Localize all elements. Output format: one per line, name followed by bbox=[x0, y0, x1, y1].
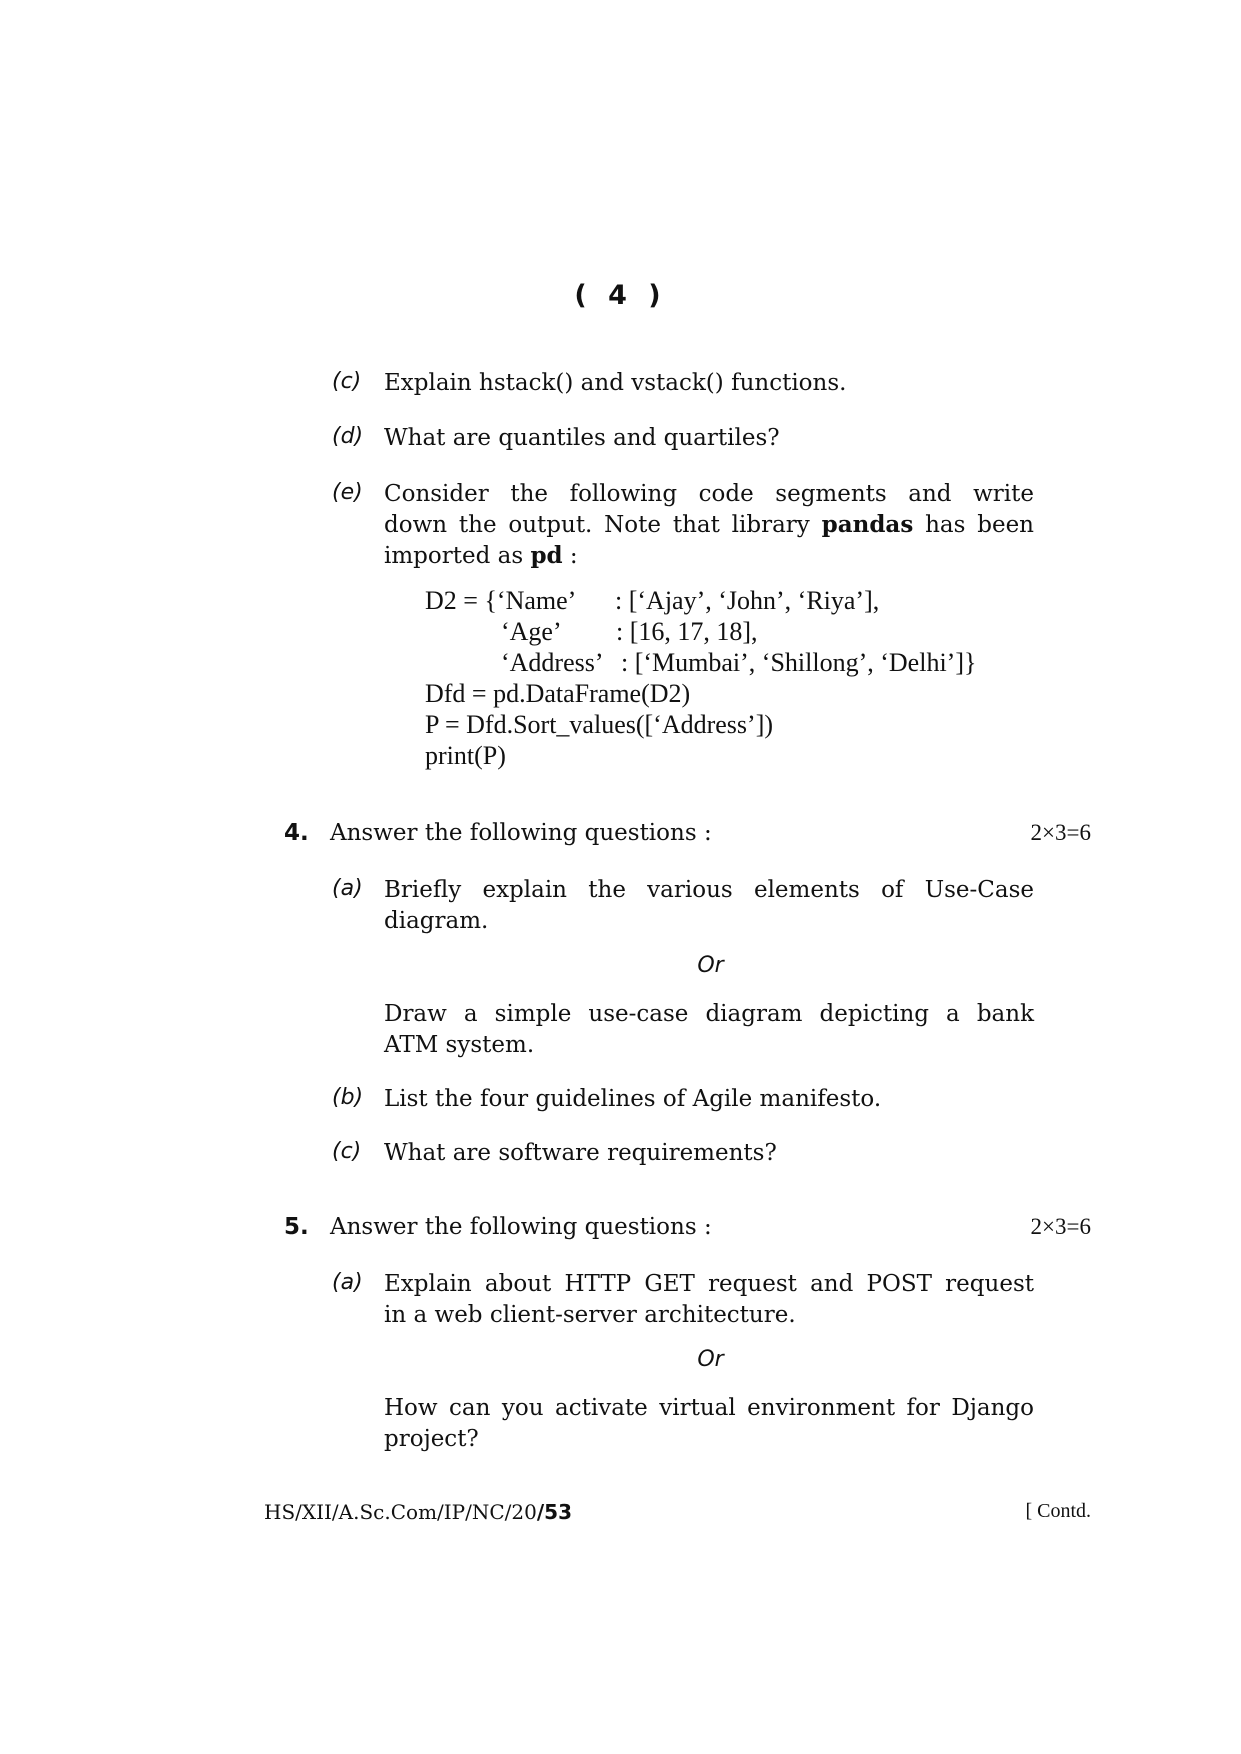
code-line-5: P = Dfd.Sort_values([‘Address’]) bbox=[425, 710, 774, 739]
item-label-3e: (e) bbox=[332, 480, 363, 505]
code-line-3-value: : [‘Mumbai’, ‘Shillong’, ‘Delhi’]} bbox=[621, 648, 977, 677]
question-5-marks: 2×3=6 bbox=[1030, 1214, 1091, 1239]
alias-pd: pd bbox=[530, 542, 563, 569]
question-3e-line2 bbox=[384, 509, 1034, 541]
continued-marker: [ Contd. bbox=[1025, 1500, 1091, 1522]
code-line-6: print(P) bbox=[425, 741, 506, 770]
item-label-3c: (c) bbox=[332, 369, 362, 394]
question-3e-line3 bbox=[384, 540, 1034, 572]
question-5a-alt-line1: How can you activate virtual environment for Django bbox=[384, 1395, 1034, 1421]
question-3e-line2-post: has been bbox=[913, 512, 1034, 538]
library-name-pandas: pandas bbox=[821, 511, 914, 538]
question-4a-line2: diagram. bbox=[384, 908, 489, 934]
code-line-2 bbox=[425, 616, 976, 647]
question-5a-alt-line2: project? bbox=[384, 1426, 479, 1452]
paper-code-number: /53 bbox=[536, 1500, 572, 1524]
question-5-text: Answer the following questions : bbox=[330, 1214, 712, 1240]
paper-code bbox=[264, 1500, 572, 1524]
page-number: ( 4 ) bbox=[574, 280, 667, 311]
question-4a-alt-line2: ATM system. bbox=[384, 1032, 535, 1058]
code-line-2-value: : [16, 17, 18], bbox=[616, 617, 758, 646]
question-3e-line2-pre: down the output. Note that library bbox=[384, 512, 822, 538]
question-5a-line1: Explain about HTTP GET request and POST request bbox=[384, 1271, 1034, 1297]
question-5a-line2: in a web client-server architecture. bbox=[384, 1302, 796, 1328]
question-3d: What are quantiles and quartiles? bbox=[384, 425, 780, 451]
code-line-3-key: ‘Address’ bbox=[501, 648, 604, 677]
question-4-marks: 2×3=6 bbox=[1030, 820, 1091, 845]
code-line-2-key: ‘Age’ bbox=[501, 617, 562, 646]
question-4c: What are software requirements? bbox=[384, 1140, 777, 1166]
question-3e-line1: Consider the following code segments and write bbox=[384, 481, 1034, 507]
item-label-4c: (c) bbox=[332, 1139, 362, 1164]
code-line-1-key: D2 = {‘Name’ bbox=[425, 586, 577, 615]
paper-code-main: HS/XII/A.Sc.Com/IP/NC/20 bbox=[264, 1500, 537, 1524]
question-4-text: Answer the following questions : bbox=[330, 820, 712, 846]
code-line-1-value: : [‘Ajay’, ‘John’, ‘Riya’], bbox=[615, 586, 880, 615]
or-separator-5a: Or bbox=[697, 1347, 724, 1372]
question-number-5: 5. bbox=[284, 1214, 309, 1240]
code-block bbox=[425, 585, 976, 771]
code-line-3 bbox=[425, 647, 976, 678]
item-label-4b: (b) bbox=[332, 1085, 364, 1110]
question-4a-line1: Briefly explain the various elements of Use-Case bbox=[384, 877, 1034, 903]
question-4a-alt-line1: Draw a simple use-case diagram depicting a bank bbox=[384, 1001, 1034, 1027]
code-line-4: Dfd = pd.DataFrame(D2) bbox=[425, 679, 691, 708]
question-3c: Explain hstack() and vstack() functions. bbox=[384, 370, 847, 396]
code-line-1 bbox=[425, 585, 976, 616]
item-label-3d: (d) bbox=[332, 424, 364, 449]
question-number-4: 4. bbox=[284, 820, 309, 846]
or-separator-4a: Or bbox=[697, 953, 724, 978]
question-3e-line3-post: : bbox=[562, 543, 578, 569]
item-label-5a: (a) bbox=[332, 1270, 363, 1295]
question-4b: List the four guidelines of Agile manifesto. bbox=[384, 1086, 882, 1112]
question-3e-line3-pre: imported as bbox=[384, 543, 531, 569]
item-label-4a: (a) bbox=[332, 876, 363, 901]
